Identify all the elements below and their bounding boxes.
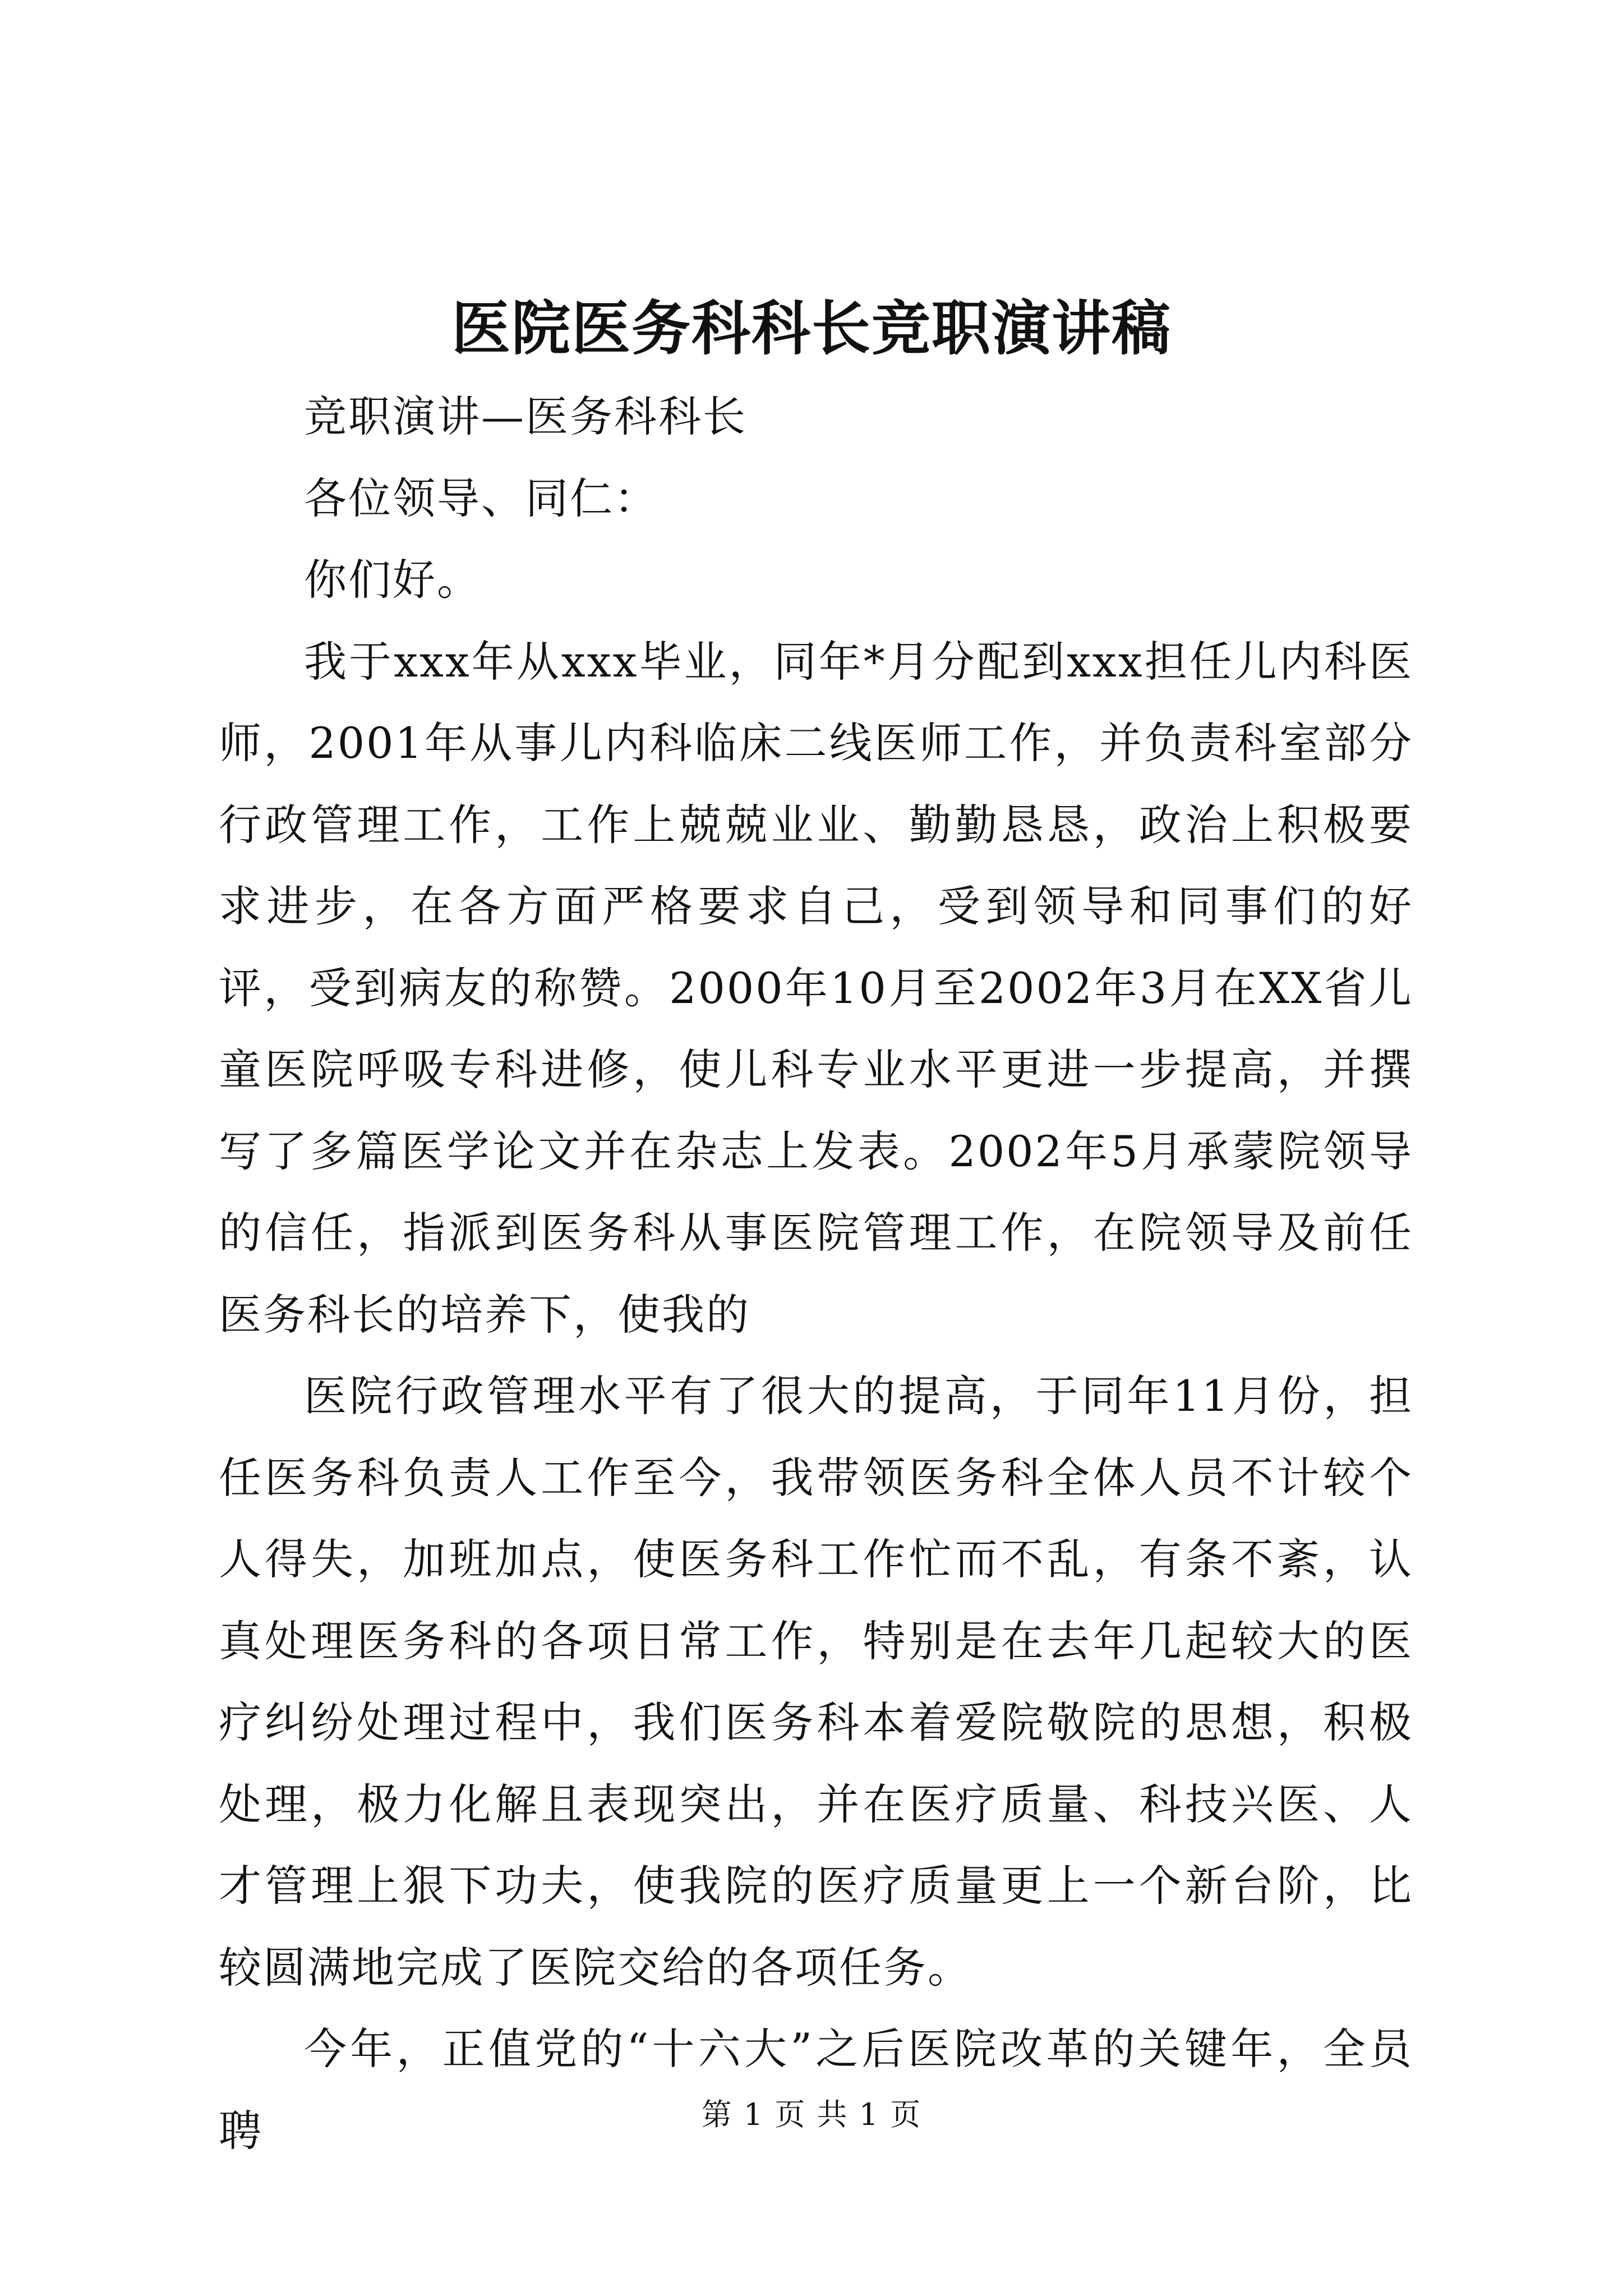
- subtitle-line: 竞职演讲—医务科科长: [304, 392, 747, 441]
- paragraph-management-work: 医院行政管理水平有了很大的提高，于同年11月份，担任医务科负责人工作至今，我带领医务科全体人员不计较个人得失，加班加点，使医务科工作忙而不乱，有条不紊，认真处理医务科的各项日常工作，特别是在去年几起较大的医疗纠纷处理过程中，我们医务科本着爱院敬院的思想，积极处理，极力化解且表现突出，并在医疗质量、科技兴医、人才管理上狠下功夫，使我院的医疗质量更上一个新台阶，比较圆满地完成了医院交给的各项任务。: [219, 1371, 1413, 1993]
- greeting: 你们好。: [304, 555, 481, 605]
- page-footer: 第 1 页 共 1 页: [701, 2097, 922, 2132]
- document-title: 医院医务科科长竞职演讲稿: [451, 293, 1172, 363]
- salutation: 各位领导、同仁：: [304, 473, 658, 523]
- paragraph-this-year: 今年，正值党的“十六大”之后医院改革的关键年，全员聘: [219, 2024, 1413, 2156]
- document-body: [219, 376, 1413, 2171]
- paragraph-career-history: 我于xxx年从xxx毕业，同年*月分配到xxx担任儿内科医师，2001年从事儿内科临床二线医师工作，并负责科室部分行政管理工作，工作上兢兢业业、勤勤恳恳，政治上积极要求进步，在各方面严格要求自己，受到领导和同事们的好评，受到病友的称赞。2000年10月至2002年3月在XX省儿童医院呼吸专科进修，使儿科专业水平更进一步提高，并撰写了多篇医学论文并在杂志上发表。2002年5月承蒙院领导的信任，指派到医务科从事医院管理工作，在院领导及前任医务科长的培养下，使我的: [219, 636, 1413, 1340]
